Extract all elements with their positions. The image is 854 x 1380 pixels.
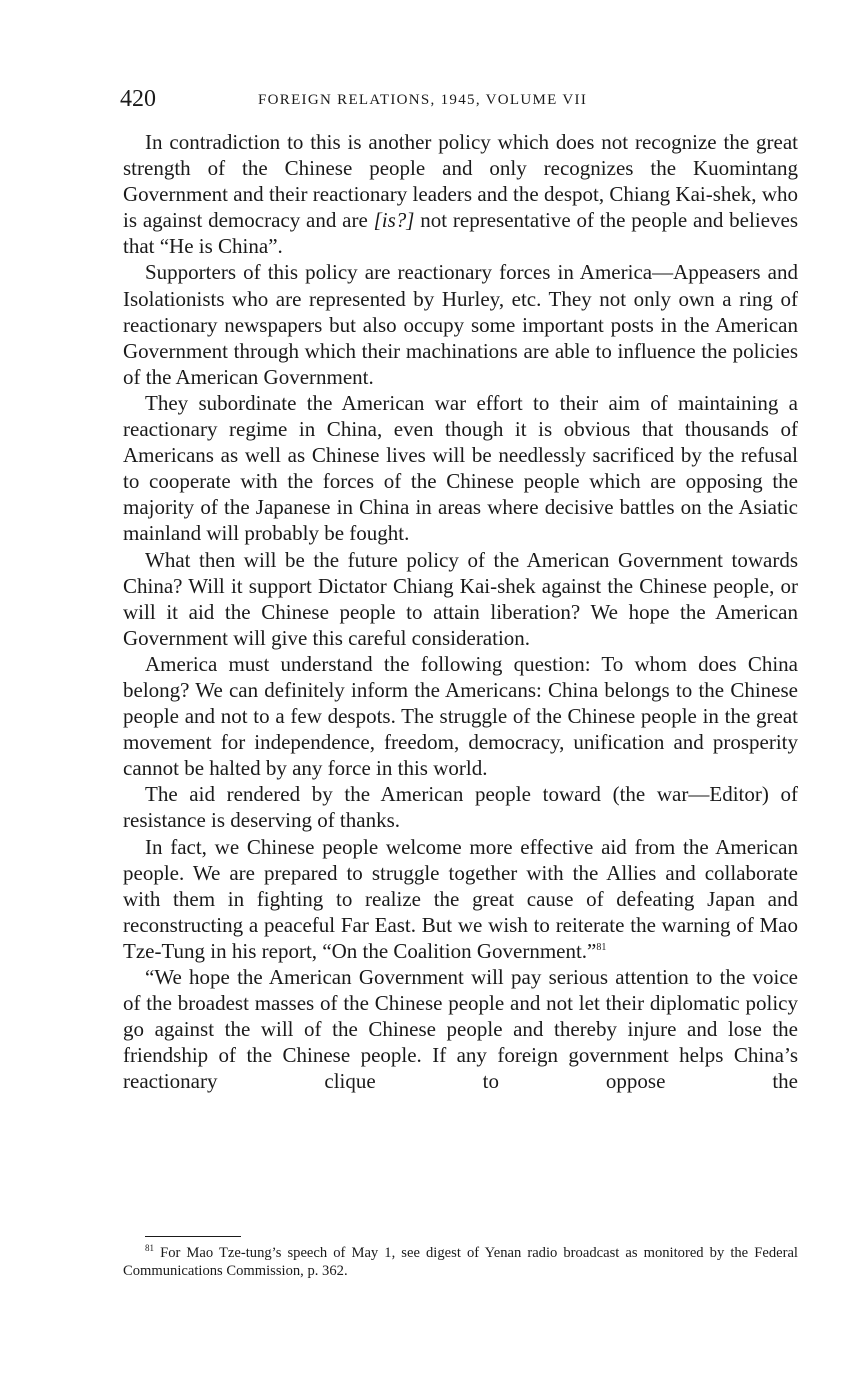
running-header-title: FOREIGN RELATIONS, 1945, VOLUME VII [258, 92, 588, 108]
paragraph: The aid rendered by the American people toward (the war—Editor) of resistance is deserving of thanks. [123, 782, 798, 833]
paragraph: In fact, we Chinese people welcome more effective aid from the American people. We are prepared to struggle together with the Allies and collaborate with them in fighting to realize the great cause of defeating Japan and reconstructing a peaceful Far East. But we wish to reiterate the warning of Mao Tze-Tung in his report, “On the Coalition Government.”$^{81}$ [123, 834, 798, 963]
footnote-divider [145, 1236, 241, 1237]
footnote-mark: 81 [145, 1243, 154, 1254]
paragraph: America must understand the following question: To whom does China belong? We can definitely inform the Americans: China belongs to the Chinese people and not to a few despots. The struggle of the Chinese people in the great movement for independence, freedom, democracy, unification and prosperity cannot be halted by any force in this world. [123, 651, 798, 781]
running-header [120, 84, 800, 114]
paragraph: “We hope the American Government will pay serious attention to the voice of the broadest masses of the Chinese people and not let their diplomatic policy go against the will of the Chinese people and thereby injure and lose the friendship of the Chinese people. If any foreign government helps China’s reactionary clique to oppose the [123, 965, 798, 1094]
paragraph: Supporters of this policy are reactionary forces in America—Appeasers and Isolationists who are represented by Hurley, etc. They not only own a ring of reactionary newspapers but also occupy some important posts in the American Government through which their machinations are able to influence the policies of the American Government. [123, 260, 798, 389]
footnote-text: For Mao Tze-tung’s speech of May 1, see digest of Yenan radio broadcast as monitored by the Federal Communications Commission, p. 362. [123, 1245, 798, 1279]
paragraph: In contradiction to this is another policy which does not recognize the great strength of the Chinese people and only recognizes the Kuomintang Government and their reactionary leaders and the despot, Chiang Kai-shek, who is against democracy and are [is?] not representative of the people and believes that “He is China”. [123, 130, 798, 259]
footnote-reference: 81 [596, 941, 607, 953]
paragraph: What then will be the future policy of the American Government towards China? Will it support Dictator Chiang Kai-shek against the Chinese people, or will it aid the Chinese people to attain liberation? We hope the American Government will give this careful consideration. [123, 547, 798, 650]
paragraph: They subordinate the American war effort to their aim of maintaining a reactionary regime in China, even though it is obvious that thousands of Americans as well as Chinese lives will be needlessly sacrificed by the refusal to cooperate with the forces of the Chinese people which are opposing the majority of the Japanese in China in areas where decisive battles on the Asiatic mainland will probably be fought. [123, 390, 798, 546]
page-number: 420 [120, 86, 156, 112]
editorial-insertion: [is?] [373, 208, 415, 233]
footnote [123, 1244, 798, 1280]
body-text [123, 129, 798, 1094]
